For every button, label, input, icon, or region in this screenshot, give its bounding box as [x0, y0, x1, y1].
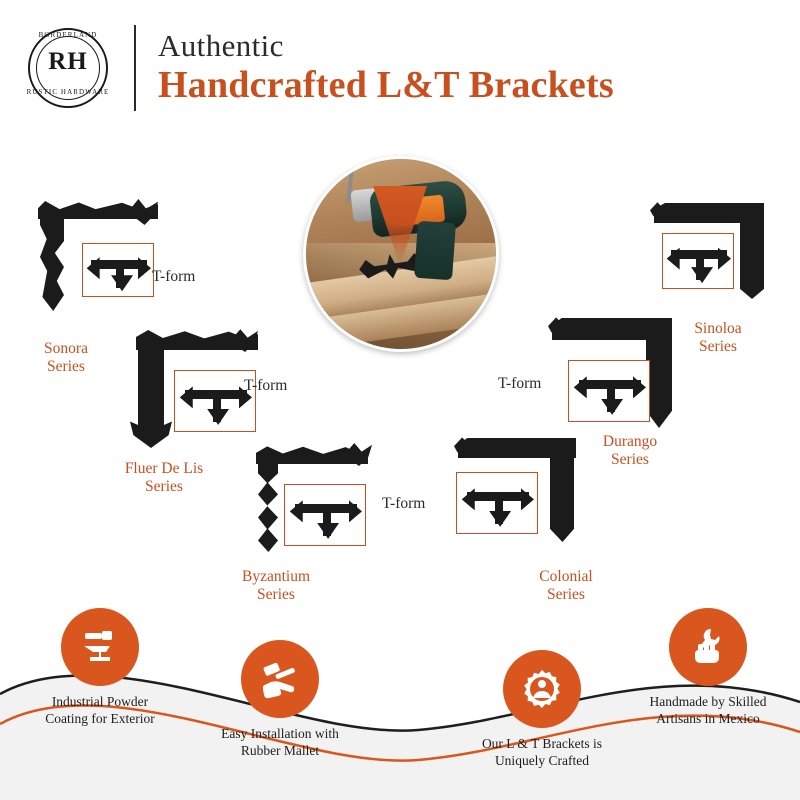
header-divider	[134, 25, 136, 111]
gear-person-icon	[503, 650, 581, 728]
sonora-t-bracket-glyph	[86, 248, 152, 294]
hand-wrench-icon-svg	[685, 624, 731, 670]
sinoloa-series-label: Sinoloa Series	[694, 320, 742, 356]
feature-handmade	[618, 608, 798, 728]
brand-logo	[22, 22, 126, 114]
mallet-hand-icon-svg	[257, 656, 303, 702]
durango-series-label: Durango Series	[602, 433, 658, 469]
feature-powder-coating	[10, 608, 190, 728]
anvil-icon	[61, 608, 139, 686]
mallet-hand-icon	[241, 640, 319, 718]
feature-easy-installation-text: Easy Installation with Rubber Mallet	[221, 726, 339, 759]
feature-handmade-text: Handmade by Skilled Artisans in Mexico	[649, 694, 767, 727]
sonora-tform-label: T-form	[152, 268, 196, 285]
durango-t-bracket-glyph	[573, 366, 647, 418]
fleur-tform-label: T-form	[244, 377, 288, 394]
feature-uniquely-crafted-text: Our L & T Brackets is Uniquely Crafted	[481, 736, 603, 769]
feature-powder-coating-text: Industrial Powder Coating for Exterior	[45, 694, 155, 727]
sonora-tform-box	[82, 243, 154, 297]
byzantium-tform-label: T-form	[382, 495, 426, 512]
bracket-sinoloa	[648, 195, 768, 315]
byzantium-tform-box	[284, 484, 366, 546]
hand-wrench-icon	[669, 608, 747, 686]
feature-easy-installation	[190, 640, 370, 760]
page-title-line1: Authentic	[158, 28, 284, 64]
colonial-series-label: Colonial Series	[539, 568, 593, 604]
durango-tform-label: T-form	[498, 375, 542, 392]
bracket-fleur-de-lis	[126, 322, 256, 442]
byzantium-t-bracket-glyph	[289, 490, 363, 542]
byzantium-series-label: Byzantium Series	[241, 568, 311, 604]
colonial-tform-box	[456, 472, 538, 534]
durango-tform-box	[568, 360, 650, 422]
colonial-t-bracket-glyph	[461, 478, 535, 530]
sinoloa-t-bracket-glyph	[666, 238, 732, 286]
logo-monogram: RH	[48, 48, 88, 75]
gear-person-icon-svg	[519, 666, 565, 712]
drill-handle	[414, 220, 456, 280]
sinoloa-tform-box	[662, 233, 734, 289]
page-title-line2: Handcrafted L&T Brackets	[158, 63, 614, 106]
bracket-sonora	[30, 195, 160, 310]
sonora-series-label: Sonora Series	[44, 340, 88, 376]
logo-bottom-text: RUSTIC HARDWARE	[26, 88, 110, 96]
feature-uniquely-crafted	[452, 650, 632, 770]
fleur-t-bracket-glyph	[179, 376, 253, 428]
logo-top-text: BORDERLAND	[38, 31, 98, 39]
header	[22, 18, 778, 118]
fleur-series-label: Fluer De Lis Series	[124, 460, 204, 496]
anvil-icon-svg	[77, 624, 123, 670]
header-title-block	[158, 28, 614, 107]
bracket-byzantium	[248, 440, 373, 560]
